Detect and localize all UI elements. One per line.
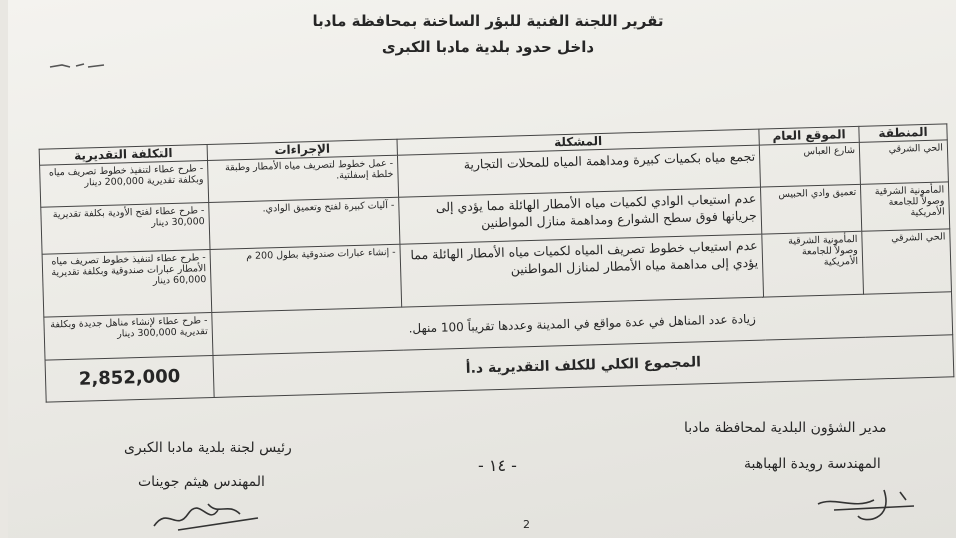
- report-title: تقرير اللجنة الفنية للبؤر الساخنة بمحافظة مادبا: [312, 12, 664, 30]
- header-procedures: الإجراءات: [207, 139, 397, 160]
- report-subtitle: داخل حدود بلدية مادبا الكبرى: [381, 38, 595, 56]
- left-signatory-title: رئيس لجنة بلدية مادبا الكبرى: [124, 440, 292, 456]
- cell-procedures: - إنشاء عبارات صندوقية بطول 200 م: [210, 244, 402, 313]
- left-signature-icon: [148, 496, 278, 538]
- header-cost: التكلفة التقديرية: [39, 145, 207, 166]
- scanned-document-page: [8, 0, 956, 538]
- cell-problem: عدم استيعاب خطوط تصريف المياه لكميات مياه الأمطار الهائلة مما يؤدي إلى مداهمة مياه الأمطار لمنازل المواطنين: [400, 234, 764, 308]
- right-signatory-title: مدير الشؤون البلدية لمحافظة مادبا: [684, 420, 887, 436]
- cell-procedures: - عمل خطوط لتصريف مياه الأمطار وطبقة خلطة إسفلتية.: [208, 155, 399, 203]
- hotspots-table: [39, 123, 955, 402]
- total-value: 2,852,000: [45, 355, 214, 402]
- cell-area: الحي الشرقي: [859, 140, 948, 185]
- cell-location: المأمونية الشرقية وصولاً للجامعة الأمريكية: [762, 231, 864, 297]
- cell-location: شارع العباس: [759, 142, 860, 187]
- left-signatory-name: المهندس هيثم جوينات: [138, 474, 265, 490]
- header-area: المنطقة: [859, 124, 947, 142]
- pen-scribble-mark: [48, 58, 108, 72]
- manholes-note: زيادة عدد المناهل في عدة مواقع في المدينة وعددها تقريباً 100 منهل.: [212, 292, 953, 355]
- cell-problem: عدم استيعاب الوادي لكميات مياه الأمطار الهائلة مما يؤدي إلى جريانها فوق سطح الشوارع ومداهمة منازل المواطنين: [399, 187, 762, 244]
- page-number: 2: [523, 518, 530, 531]
- manholes-cost: - طرح عطاء لإنشاء مناهل جديدة وبكلفة تقديرية 300,000 دينار: [44, 313, 213, 360]
- header-problem: المشكلة: [397, 129, 759, 155]
- cell-location: تعميق وادي الحبيس: [760, 185, 861, 234]
- cell-cost: - طرح عطاء لتنفيذ خطوط تصريف مياه وبكلفة تقديرية 200,000 دينار: [40, 160, 209, 207]
- total-label: المجموع الكلي للكلف التقديرية د.أ: [213, 334, 954, 397]
- right-signatory-name: المهندسة رويدة الهباهبة: [744, 456, 881, 472]
- page-mark: - ١٤ -: [478, 456, 517, 475]
- right-signature-icon: [814, 480, 924, 530]
- cell-cost: - طرح عطاء لتنفيذ خطوط تصريف مياه الأمطار عبارات صندوقية وبكلفة تقديرية 60,000 دينار: [42, 249, 212, 317]
- cell-cost: - طرح عطاء لفتح الأودية بكلفة تقديرية 30,000 دينار: [41, 203, 210, 254]
- cell-area: المأمونية الشرقية وصولاً للجامعة الأمريكية: [860, 182, 949, 231]
- cell-problem: تجمع مياه بكميات كبيرة ومداهمة المياه للمحلات التجارية: [397, 145, 760, 197]
- header-location: الموقع العام: [759, 126, 859, 145]
- cell-procedures: - آليات كبيرة لفتح وتعميق الوادي.: [209, 197, 400, 249]
- cell-area: الحي الشرقي: [862, 229, 952, 295]
